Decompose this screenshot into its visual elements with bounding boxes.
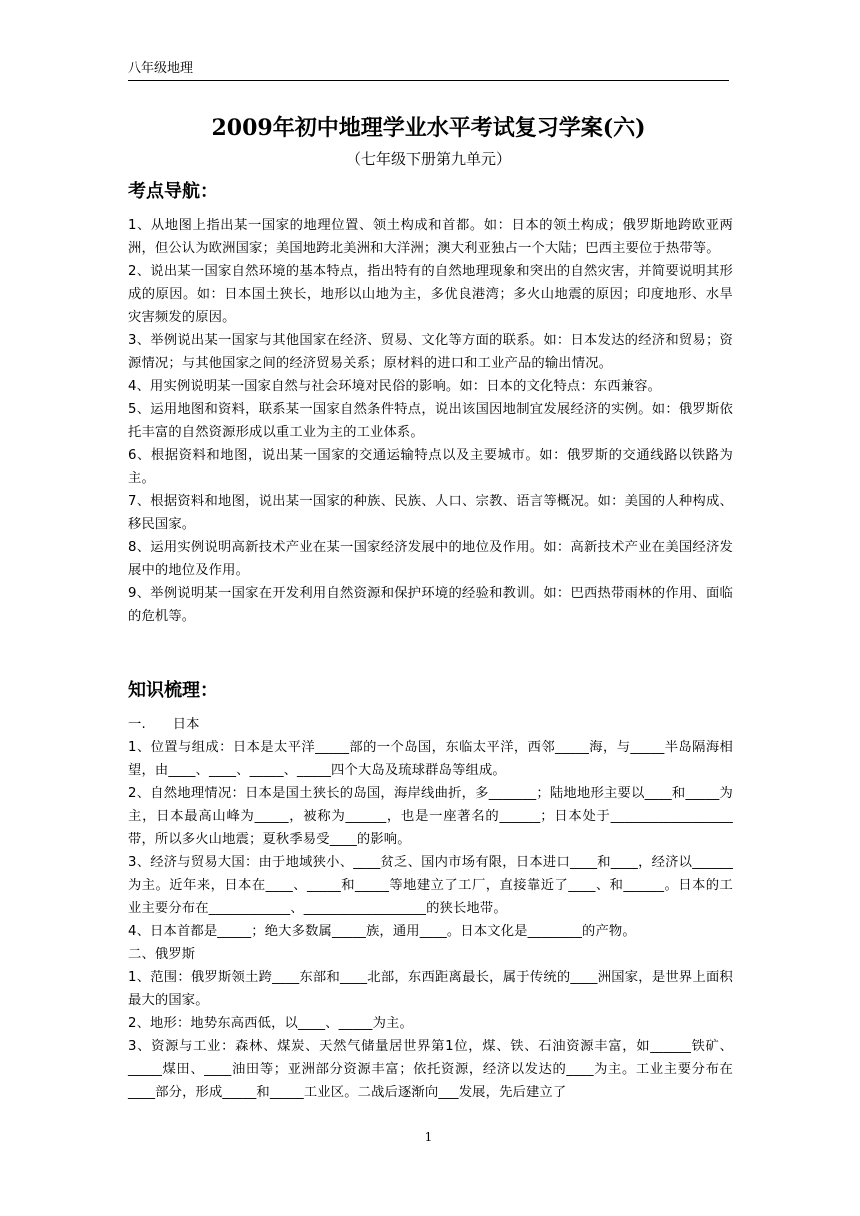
zhishi-item: 3、资源与工业：森林、煤炭、天然气储量居世界第1位，煤、铁、石油资源丰富，如______铁矿、_____煤田、____油田等；亚洲部分资源丰富；依托资源，经济以发达的____为主。工业主要分布在____部分，形成_____和_____工业区。二战后逐渐向___发展，先后建立了 [128,1039,733,1100]
kaodian-item: 1、从地图上指出某一国家的地理位置、领土构成和首都。如：日本的领土构成；俄罗斯地跨欧亚两洲，但公认为欧洲国家；美国地跨北美洲和大洋洲；澳大利亚独占一个大陆；巴西主要位于热带等。 [128,218,733,256]
kaodian-list [128,214,733,628]
kaodian-item: 5、运用地图和资料，联系某一国家自然条件特点，说出该国因地制宜发展经济的实例。如：俄罗斯依托丰富的自然资源形成以重工业为主的工业体系。 [128,402,733,440]
zhishi-list [128,713,733,1104]
document-subtitle: （七年级下册第九单元） [345,150,511,168]
zhishi-item: 3、经济与贸易大国：由于地域狭小、____贫乏、国内市场有限，日本进口____和____，经济以______为主。近年来，日本在____、_____和_____等地建立了工厂，直接靠近了____、和______。日本的工业主要分布在____________、__________________的狭长地带。 [128,855,733,916]
zhishi-item: 1、范围：俄罗斯领土跨____东部和____北部，东西距离最长，属于传统的____洲国家，是世界上面积最大的国家。 [128,970,733,1008]
section-heading-zhishi: 知识梳理： [128,680,218,701]
kaodian-item: 4、用实例说明某一国家自然与社会环境对民俗的影响。如：日本的文化特点：东西兼容。 [128,379,662,394]
zhishi-item: 1、位置与组成：日本是太平洋_____部的一个岛国，东临太平洋，西邻_____海，与_____半岛隔海相望，由____、____、_____、_____四个大岛及琉球群岛等组成。 [128,740,733,778]
zhishi-item: 二、俄罗斯 [128,947,196,962]
header-rule [128,80,729,81]
kaodian-item: 2、说出某一国家自然环境的基本特点，指出特有的自然地理现象和突出的自然灾害，并简要说明其形成的原因。如：日本国土狭长，地形以山地为主，多优良港湾；多火山地震的原因；印度地形、水旱灾害频发的原因。 [128,264,733,325]
zhishi-item: 2、地形：地势东高西低，以____、_____为主。 [128,1016,413,1031]
page-number: 1 [424,1130,433,1144]
zhishi-item: 4、日本首都是_____；绝大多数属_____族，通用____。日本文化是________的产物。 [128,924,636,939]
zhishi-item: 2、自然地理情况：日本是国土狭长的岛国，海岸线曲折，多_______；陆地地形主要以____和_____为主，日本最高山峰为_____，被称为______，也是一座著名的______；日本处于__________________带，所以多火山地震；夏秋季易受____的影响。 [128,786,733,847]
kaodian-item: 7、根据资料和地图，说出某一国家的种族、民族、人口、宗教、语言等概况。如：美国的人种构成、移民国家。 [128,494,733,532]
section-heading-kaodian: 考点导航： [128,181,218,202]
kaodian-item: 8、运用实例说明高新技术产业在某一国家经济发展中的地位及作用。如：高新技术产业在美国经济发展中的地位及作用。 [128,540,733,578]
document-title: 2009年初中地理学业水平考试复习学案(六) [211,115,646,141]
page-header-text: 八年级地理 [128,61,194,76]
kaodian-item: 6、根据资料和地图，说出某一国家的交通运输特点以及主要城市。如：俄罗斯的交通线路以铁路为主。 [128,448,733,486]
kaodian-item: 3、举例说出某一国家与其他国家在经济、贸易、文化等方面的联系。如：日本发达的经济和贸易；资源情况；与其他国家之间的经济贸易关系；原材料的进口和工业产品的输出情况。 [128,333,733,371]
kaodian-item: 9、举例说明某一国家在开发利用自然资源和保护环境的经验和教训。如：巴西热带雨林的作用、面临的危机等。 [128,586,733,624]
zhishi-item: 一. 日本 [128,717,200,732]
